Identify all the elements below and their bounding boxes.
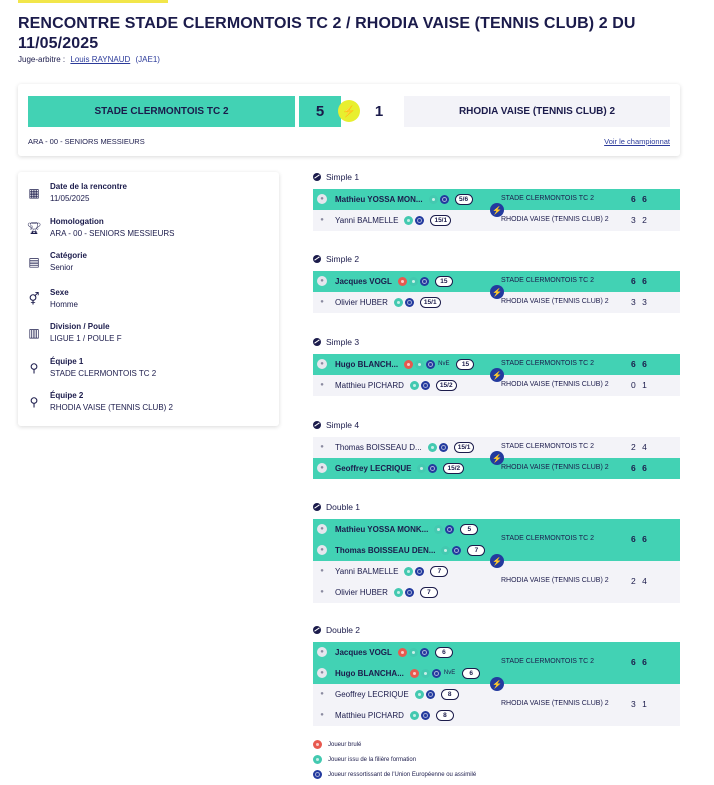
player-row: [313, 271, 493, 291]
player-name-link[interactable]: Matthieu PICHARD: [335, 380, 404, 390]
user-icon: ●: [320, 589, 324, 595]
training-player-icon: [394, 298, 403, 307]
top-accent-bar: [18, 0, 168, 3]
nve-label: NvE: [443, 670, 456, 676]
eu-player-icon: [421, 711, 430, 720]
side-team-name: RHODIA VAISE (TENNIS CLUB) 2: [501, 380, 609, 388]
side-team-name: RHODIA VAISE (TENNIS CLUB) 2: [501, 215, 609, 223]
eu-player-icon: [426, 360, 435, 369]
player-row: [313, 189, 493, 209]
side-team-name: RHODIA VAISE (TENNIS CLUB) 2: [501, 463, 609, 471]
racket-icon: ⚲: [29, 395, 39, 409]
side-team-name: RHODIA VAISE (TENNIS CLUB) 2: [501, 700, 609, 707]
user-icon: ●: [320, 712, 324, 718]
player-row: [313, 705, 493, 725]
ranking-badge: 8: [436, 710, 454, 721]
side-team-name: RHODIA VAISE (TENNIS CLUB) 2: [501, 577, 609, 584]
ranking-badge: 15/1: [454, 442, 475, 453]
set-scores: 6 6: [631, 657, 647, 667]
player-row: [313, 540, 493, 560]
side-team-name: RHODIA VAISE (TENNIS CLUB) 2: [501, 297, 609, 305]
training-player-icon: [417, 464, 426, 473]
set-scores: 3 1: [631, 699, 647, 709]
training-player-icon: [410, 381, 419, 390]
match-title-text: Simple 2: [326, 254, 360, 264]
match-block: [313, 502, 680, 603]
match-info-card: [18, 172, 279, 426]
eu-player-icon: [420, 648, 429, 657]
lightning-icon: ⚡: [490, 285, 504, 299]
info-division: [26, 322, 271, 352]
team2-name: RHODIA VAISE (TENNIS CLUB) 2: [404, 96, 670, 127]
ranking-badge: 8: [441, 689, 459, 700]
division-label: ARA - 00 - SENIORS MESSIEURS: [28, 137, 145, 146]
set-scores: 6 6: [631, 193, 647, 204]
legend-item: [313, 767, 476, 782]
lightning-icon: ⚡: [490, 677, 504, 691]
burned-player-icon: [404, 360, 413, 369]
side-team-name: STADE CLERMONTOIS TC 2: [501, 276, 594, 284]
user-icon: ●: [317, 276, 327, 286]
user-icon: ●: [320, 444, 324, 450]
tennis-ball-icon: [313, 173, 321, 181]
set-scores: 3 2: [631, 214, 647, 225]
player-row: [313, 437, 493, 457]
training-player-icon: [410, 711, 419, 720]
training-player-icon: [409, 277, 418, 286]
side-team-name: STADE CLERMONTOIS TC 2: [501, 658, 594, 665]
training-player-icon: [421, 669, 430, 678]
eu-player-icon: [405, 298, 414, 307]
info-team1: [26, 357, 271, 387]
tennis-ball-icon: [313, 626, 321, 634]
user-icon: ●: [317, 463, 327, 473]
eu-player-icon: [421, 381, 430, 390]
info-value: RHODIA VAISE (TENNIS CLUB) 2: [50, 403, 173, 412]
eu-player-icon: [439, 443, 448, 452]
lightning-icon: ⚡: [490, 203, 504, 217]
eu-player-icon: [415, 567, 424, 576]
match-block: [313, 420, 680, 479]
ranking-badge: 6: [462, 668, 480, 679]
user-icon: ●: [320, 691, 324, 697]
training-player-icon: [428, 443, 437, 452]
trophy-icon: 🏆︎: [26, 221, 42, 235]
set-scores: 2 4: [631, 441, 647, 452]
info-label: Équipe 1: [50, 357, 84, 366]
tennis-ball-icon: [313, 255, 321, 263]
set-scores: 0 1: [631, 379, 647, 390]
info-gender: [26, 288, 271, 318]
nve-label: NvE: [438, 361, 450, 367]
legend-text: Joueur ressortissant de l'Union Européenne ou assimilé: [328, 771, 477, 778]
info-label: Homologation: [50, 217, 104, 226]
info-label: Équipe 2: [50, 391, 84, 400]
player-row: [313, 582, 493, 602]
player-row: [313, 561, 493, 581]
referee-line: [18, 55, 160, 64]
user-icon: ●: [320, 299, 324, 305]
match-title-text: Double 1: [326, 502, 361, 512]
burned-player-icon: [313, 740, 322, 749]
set-scores: 6 6: [631, 462, 647, 473]
player-name-link[interactable]: Jacques VOGL: [335, 276, 392, 286]
burned-player-icon: [398, 277, 407, 286]
gender-icon: ⚥: [28, 292, 40, 306]
player-name-link[interactable]: Jacques VOGL: [335, 647, 392, 657]
eu-player-icon: [420, 277, 429, 286]
ranking-badge: 15/1: [430, 215, 451, 226]
info-label: Date de la rencontre: [50, 182, 127, 191]
match-title: [313, 502, 360, 512]
eu-player-icon: [405, 588, 414, 597]
grid-icon: ▥: [28, 326, 40, 340]
ranking-badge: 15: [456, 359, 474, 370]
set-scores: 6 6: [631, 358, 647, 369]
lightning-icon: ⚡: [338, 100, 360, 122]
team2-score: 1: [374, 103, 384, 120]
player-row: [313, 210, 493, 230]
tennis-ball-icon: [313, 338, 321, 346]
info-label: Division / Poule: [50, 322, 110, 331]
page-title: RENCONTRE STADE CLERMONTOIS TC 2 / RHODIA VAISE (TENNIS CLUB) 2 DU 11/05/2025: [18, 15, 636, 52]
lightning-icon: ⚡: [490, 554, 504, 568]
burned-player-icon: [410, 669, 419, 678]
user-icon: ●: [317, 668, 327, 678]
set-scores: 6 6: [631, 534, 647, 544]
player-row: [313, 663, 493, 683]
user-icon: ●: [317, 545, 327, 555]
match-block: [313, 625, 680, 726]
user-icon: ●: [320, 568, 324, 574]
training-player-icon: [404, 216, 413, 225]
player-name-link[interactable]: Matthieu PICHARD: [335, 710, 404, 720]
user-icon: ●: [317, 524, 327, 534]
racket-icon: ⚲: [29, 361, 39, 375]
player-row: [313, 519, 493, 539]
set-scores: 3 3: [631, 296, 647, 307]
match-title-text: Simple 3: [326, 337, 360, 347]
player-row: [313, 642, 493, 662]
legend-text: Joueur brulé: [328, 741, 362, 748]
referee-name-link[interactable]: Louis RAYNAUD: [70, 55, 131, 64]
tennis-ball-icon: [313, 503, 321, 511]
legend-item: [313, 752, 476, 767]
score-card: [18, 84, 680, 156]
player-row: [313, 684, 493, 704]
training-player-icon: [415, 360, 424, 369]
calendar-icon: ▦: [28, 186, 40, 200]
referee-code: (JAE1): [135, 55, 160, 64]
team1-score: 5: [299, 96, 341, 127]
player-name-link[interactable]: Mathieu YOSSA MONK...: [335, 524, 429, 534]
training-player-icon: [404, 567, 413, 576]
side-team-name: STADE CLERMONTOIS TC 2: [501, 359, 594, 367]
ranking-badge: 15/2: [443, 463, 464, 474]
player-name-link[interactable]: Hugo BLANCHA...: [335, 668, 404, 678]
referee-label: Juge-arbitre :: [18, 55, 66, 64]
legend: [313, 737, 476, 782]
user-icon: ●: [317, 194, 327, 204]
legend-text: Joueur issu de la filière formation: [328, 756, 417, 763]
training-player-icon: [434, 525, 443, 534]
side-team-name: STADE CLERMONTOIS TC 2: [501, 535, 594, 542]
player-name-link[interactable]: Olivier HUBER: [335, 587, 388, 597]
info-value: 11/05/2025: [50, 194, 90, 203]
ranking-badge: 7: [467, 545, 485, 556]
match-block: [313, 337, 680, 396]
info-homologation: [26, 217, 271, 247]
player-name-link[interactable]: Geoffrey LECRIQUE: [335, 463, 412, 473]
championship-link[interactable]: Voir le championnat: [604, 137, 670, 146]
info-category: [26, 251, 271, 281]
match-title: [313, 420, 359, 430]
training-player-icon: [441, 546, 450, 555]
match-title: [313, 254, 359, 264]
ranking-badge: 7: [430, 566, 448, 577]
match-title-text: Simple 4: [326, 420, 360, 430]
set-scores: 6 6: [631, 275, 647, 286]
match-title-text: Simple 1: [326, 172, 360, 182]
info-label: Sexe: [50, 288, 69, 297]
training-player-icon: [415, 690, 424, 699]
ranking-badge: 15/1: [420, 297, 441, 308]
training-player-icon: [409, 648, 418, 657]
player-row: [313, 375, 493, 395]
eu-player-icon: [313, 770, 322, 779]
info-value: Homme: [50, 300, 79, 309]
player-name-link[interactable]: Hugo BLANCH...: [335, 359, 399, 369]
ranking-badge: 5: [460, 524, 478, 535]
info-value: ARA - 00 - SENIORS MESSIEURS: [50, 229, 175, 238]
ranking-badge: 6: [435, 647, 453, 658]
lightning-icon: ⚡: [490, 451, 504, 465]
info-date: [26, 182, 271, 212]
player-name-link[interactable]: Yanni BALMELLE: [335, 215, 399, 225]
player-row: [313, 458, 493, 478]
training-player-icon: [313, 755, 322, 764]
match-block: [313, 254, 680, 313]
player-row: [313, 354, 493, 374]
match-title: [313, 172, 359, 182]
match-title: [313, 337, 359, 347]
training-player-icon: [429, 195, 438, 204]
player-row: [313, 292, 493, 312]
eu-player-icon: [440, 195, 449, 204]
match-title: [313, 625, 360, 635]
ranking-badge: 5/6: [455, 194, 473, 205]
user-icon: ●: [317, 359, 327, 369]
eu-player-icon: [426, 690, 435, 699]
burned-player-icon: [398, 648, 407, 657]
match-block: [313, 172, 680, 231]
player-name-link[interactable]: Geoffrey LECRIQUE: [335, 689, 409, 699]
eu-player-icon: [432, 669, 441, 678]
player-name-link[interactable]: Thomas BOISSEAU D...: [335, 442, 422, 452]
training-player-icon: [394, 588, 403, 597]
document-icon: ▤: [28, 255, 40, 269]
team1-name: STADE CLERMONTOIS TC 2: [28, 96, 295, 127]
ranking-badge: 7: [420, 587, 438, 598]
user-icon: ●: [317, 647, 327, 657]
set-scores: 2 4: [631, 576, 647, 586]
player-name-link[interactable]: Yanni BALMELLE: [335, 566, 399, 576]
side-team-name: STADE CLERMONTOIS TC 2: [501, 194, 594, 202]
match-title-text: Double 2: [326, 625, 361, 635]
user-icon: ●: [320, 382, 324, 388]
info-value: STADE CLERMONTOIS TC 2: [50, 369, 157, 378]
ranking-badge: 15: [435, 276, 453, 287]
info-value: LIGUE 1 / POULE F: [50, 334, 122, 343]
eu-player-icon: [428, 464, 437, 473]
tennis-ball-icon: [313, 421, 321, 429]
info-team2: [26, 391, 271, 421]
info-value: Senior: [50, 263, 74, 272]
eu-player-icon: [452, 546, 461, 555]
legend-item: [313, 737, 476, 752]
side-team-name: STADE CLERMONTOIS TC 2: [501, 442, 594, 450]
player-name-link[interactable]: Thomas BOISSEAU DEN...: [335, 545, 436, 555]
eu-player-icon: [415, 216, 424, 225]
ranking-badge: 15/2: [436, 380, 457, 391]
lightning-icon: ⚡: [490, 368, 504, 382]
player-name-link[interactable]: Olivier HUBER: [335, 297, 388, 307]
info-label: Catégorie: [50, 251, 87, 260]
player-name-link[interactable]: Mathieu YOSSA MON...: [335, 194, 423, 204]
eu-player-icon: [445, 525, 454, 534]
user-icon: ●: [320, 217, 324, 223]
